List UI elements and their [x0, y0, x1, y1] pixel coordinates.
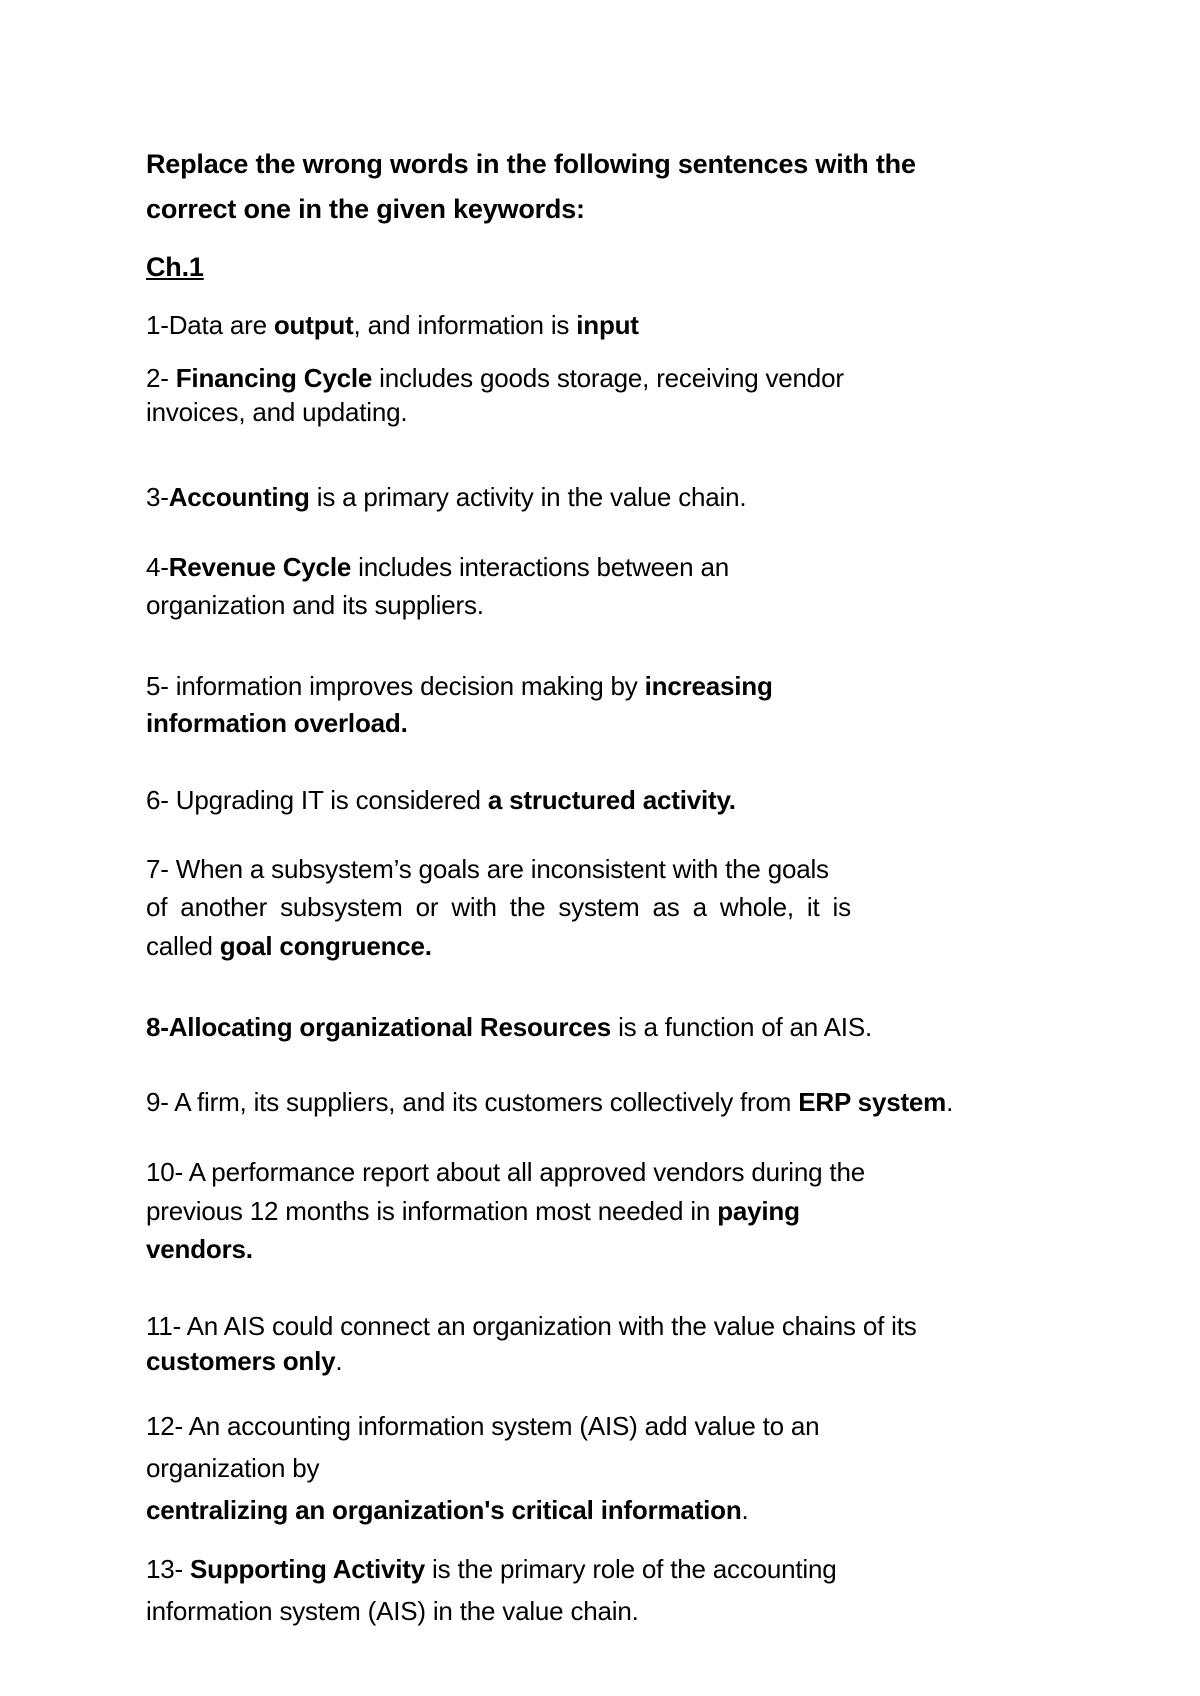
question-11-continued	[146, 1345, 342, 1377]
text-segment: is the primary role of the accounting	[425, 1554, 837, 1584]
question-5-continued	[146, 707, 408, 739]
keyword: Revenue Cycle	[168, 552, 352, 582]
question-7-continued	[146, 930, 432, 962]
question-number: 5-	[146, 671, 169, 701]
question-2	[146, 362, 844, 394]
text-segment: , and information is	[353, 310, 577, 340]
text-segment: When a subsystem’s goals are inconsistent with the goals	[168, 854, 829, 884]
instruction-line-2: correct one in the given keywords:	[146, 194, 585, 224]
text-segment	[169, 363, 176, 393]
question-number: 9-	[146, 1087, 169, 1117]
keyword: ERP system	[798, 1087, 947, 1117]
question-number: 8-	[146, 1012, 169, 1042]
question-7-continued	[146, 891, 851, 923]
keyword: vendors.	[146, 1234, 253, 1264]
keyword: input	[576, 310, 639, 340]
keyword: increasing	[644, 671, 773, 701]
keyword: Allocating organizational Resources	[168, 1012, 612, 1042]
text-segment: Upgrading IT is considered	[168, 785, 488, 815]
question-9	[146, 1086, 953, 1118]
text-segment: .	[335, 1346, 343, 1376]
keyword: customers only	[146, 1346, 336, 1376]
question-number: 4-	[146, 552, 169, 582]
text-segment: includes goods storage, receiving vendor	[372, 363, 844, 393]
text-segment: .	[741, 1495, 749, 1525]
question-13	[146, 1553, 837, 1585]
text-segment: A performance report about all approved vendors during the	[182, 1157, 865, 1187]
question-10	[146, 1156, 865, 1188]
text-segment: information improves decision making by	[168, 671, 645, 701]
text-segment: A firm, its suppliers, and its customers collectively from	[168, 1087, 799, 1117]
text-segment: called	[146, 931, 220, 961]
question-12-continued	[146, 1452, 319, 1484]
question-8	[146, 1011, 872, 1043]
question-number: 10-	[146, 1157, 183, 1187]
question-number: 13-	[146, 1554, 183, 1584]
keyword: Supporting Activity	[190, 1554, 426, 1584]
text-segment: invoices, and updating.	[146, 397, 408, 427]
text-segment: previous 12 months is information most needed in	[146, 1196, 718, 1226]
text-segment: information system (AIS) in the value chain.	[146, 1596, 639, 1626]
text-segment	[183, 1554, 190, 1584]
text-segment: organization and its suppliers.	[146, 590, 484, 620]
text-segment: organization by	[146, 1453, 320, 1483]
keyword: Accounting	[168, 482, 310, 512]
keyword: output	[273, 310, 354, 340]
question-10-continued	[146, 1195, 800, 1227]
text-segment: is a primary activity in the value chain.	[309, 482, 747, 512]
question-10-continued	[146, 1233, 253, 1265]
question-5	[146, 670, 773, 702]
text-segment: Data are	[168, 310, 274, 340]
keyword: paying	[717, 1196, 800, 1226]
question-number: 11-	[146, 1311, 182, 1341]
text-segment: An accounting information system (AIS) add value to an	[182, 1411, 820, 1441]
question-number: 1-	[146, 310, 169, 340]
question-2-continued	[146, 396, 407, 428]
question-7	[146, 853, 829, 885]
question-3	[146, 481, 746, 513]
keyword: centralizing an organization's critical information	[146, 1495, 742, 1525]
question-number: 12-	[146, 1411, 183, 1441]
keyword: Financing Cycle	[175, 363, 373, 393]
keyword: goal congruence.	[219, 931, 432, 961]
text-segment: of another subsystem or with the system as a whole, it is	[146, 892, 851, 922]
keyword: a structured activity.	[487, 785, 736, 815]
question-12-continued	[146, 1494, 749, 1526]
text-segment: includes interactions between an	[351, 552, 729, 582]
text-segment: An AIS could connect an organization with the value chains of its	[181, 1311, 917, 1341]
question-number: 6-	[146, 785, 169, 815]
question-1	[146, 309, 639, 341]
instruction-line-1: Replace the wrong words in the following sentences with the	[146, 149, 916, 179]
question-4-continued	[146, 589, 484, 621]
question-13-continued	[146, 1595, 639, 1627]
question-12	[146, 1410, 819, 1442]
question-11	[146, 1310, 917, 1342]
text-segment: .	[946, 1087, 954, 1117]
question-number: 7-	[146, 854, 169, 884]
text-segment: is a function of an AIS.	[611, 1012, 872, 1042]
question-number: 3-	[146, 482, 169, 512]
question-4	[146, 551, 729, 583]
keyword: information overload.	[146, 708, 408, 738]
question-6	[146, 784, 736, 816]
question-number: 2-	[146, 363, 169, 393]
chapter-heading: Ch.1	[146, 252, 204, 282]
